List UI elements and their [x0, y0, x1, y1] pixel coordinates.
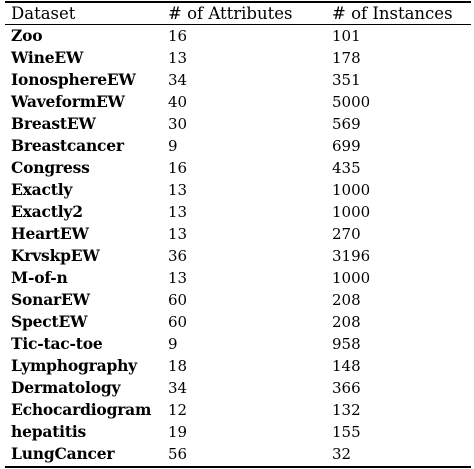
cell-dataset: Zoo	[11, 26, 43, 45]
bottom-rule	[5, 466, 471, 468]
header-dataset: Dataset	[11, 4, 76, 23]
table-row	[5, 267, 471, 289]
table-row	[5, 24, 471, 47]
cell-instances: 1000	[332, 181, 371, 199]
cell-instances: 1000	[332, 203, 371, 221]
cell-dataset: Breastcancer	[11, 136, 124, 155]
cell-dataset: WineEW	[11, 48, 84, 67]
cell-instances: 155	[332, 423, 361, 441]
table-row	[5, 377, 471, 399]
cell-attributes: 18	[168, 357, 188, 375]
cell-dataset: hepatitis	[11, 422, 87, 441]
table-row	[5, 157, 471, 179]
cell-instances: 699	[332, 137, 361, 155]
table-body	[5, 24, 471, 465]
cell-attributes: 34	[168, 71, 188, 89]
cell-instances: 32	[332, 445, 352, 463]
cell-instances: 569	[332, 115, 361, 133]
cell-instances: 435	[332, 159, 361, 177]
table-row	[5, 289, 471, 311]
cell-instances: 3196	[332, 247, 371, 265]
cell-dataset: Congress	[11, 158, 90, 177]
cell-dataset: KrvskpEW	[11, 246, 100, 265]
cell-instances: 270	[332, 225, 361, 243]
table-row	[5, 311, 471, 333]
cell-dataset: HeartEW	[11, 224, 89, 243]
cell-attributes: 13	[168, 181, 188, 199]
table-row	[5, 179, 471, 201]
cell-attributes: 34	[168, 379, 188, 397]
cell-attributes: 56	[168, 445, 188, 463]
cell-dataset: BreastEW	[11, 114, 96, 133]
header-attributes: # of Attributes	[168, 4, 293, 23]
cell-instances: 1000	[332, 269, 371, 287]
header-row	[5, 3, 471, 24]
cell-instances: 101	[332, 27, 361, 45]
cell-dataset: Echocardiogram	[11, 400, 152, 419]
header-instances: # of Instances	[332, 4, 453, 23]
table-row	[5, 421, 471, 443]
table-row	[5, 69, 471, 91]
cell-instances: 958	[332, 335, 361, 353]
cell-instances: 178	[332, 49, 361, 67]
table-row	[5, 223, 471, 245]
cell-attributes: 13	[168, 49, 188, 67]
cell-dataset: Tic-tac-toe	[11, 334, 103, 353]
cell-attributes: 13	[168, 269, 188, 287]
cell-dataset: Dermatology	[11, 378, 121, 397]
cell-instances: 148	[332, 357, 361, 375]
cell-dataset: M-of-n	[11, 268, 68, 287]
cell-attributes: 40	[168, 93, 188, 111]
cell-dataset: Exactly	[11, 180, 73, 199]
cell-attributes: 19	[168, 423, 188, 441]
cell-instances: 5000	[332, 93, 371, 111]
cell-attributes: 9	[168, 335, 178, 353]
table-row	[5, 47, 471, 69]
cell-dataset: SpectEW	[11, 312, 88, 331]
cell-dataset: Lymphography	[11, 356, 137, 375]
table-row	[5, 135, 471, 157]
cell-dataset: SonarEW	[11, 290, 90, 309]
cell-attributes: 30	[168, 115, 188, 133]
cell-attributes: 13	[168, 203, 188, 221]
table-row	[5, 113, 471, 135]
cell-dataset: Exactly2	[11, 202, 83, 221]
table-row	[5, 201, 471, 223]
table-row	[5, 355, 471, 377]
table-row	[5, 91, 471, 113]
cell-dataset: IonosphereEW	[11, 70, 136, 89]
cell-attributes: 60	[168, 291, 188, 309]
cell-attributes: 60	[168, 313, 188, 331]
cell-dataset: WaveformEW	[11, 92, 125, 111]
datasets-table	[5, 3, 471, 465]
cell-attributes: 9	[168, 137, 178, 155]
cell-attributes: 36	[168, 247, 188, 265]
cell-instances: 132	[332, 401, 361, 419]
table-row	[5, 443, 471, 465]
cell-instances: 366	[332, 379, 361, 397]
cell-dataset: LungCancer	[11, 444, 115, 463]
cell-instances: 208	[332, 313, 361, 331]
cell-instances: 351	[332, 71, 361, 89]
table-row	[5, 245, 471, 267]
cell-instances: 208	[332, 291, 361, 309]
table-row	[5, 399, 471, 421]
cell-attributes: 13	[168, 225, 188, 243]
cell-attributes: 12	[168, 401, 188, 419]
table-row	[5, 333, 471, 355]
cell-attributes: 16	[168, 159, 188, 177]
cell-attributes: 16	[168, 27, 188, 45]
